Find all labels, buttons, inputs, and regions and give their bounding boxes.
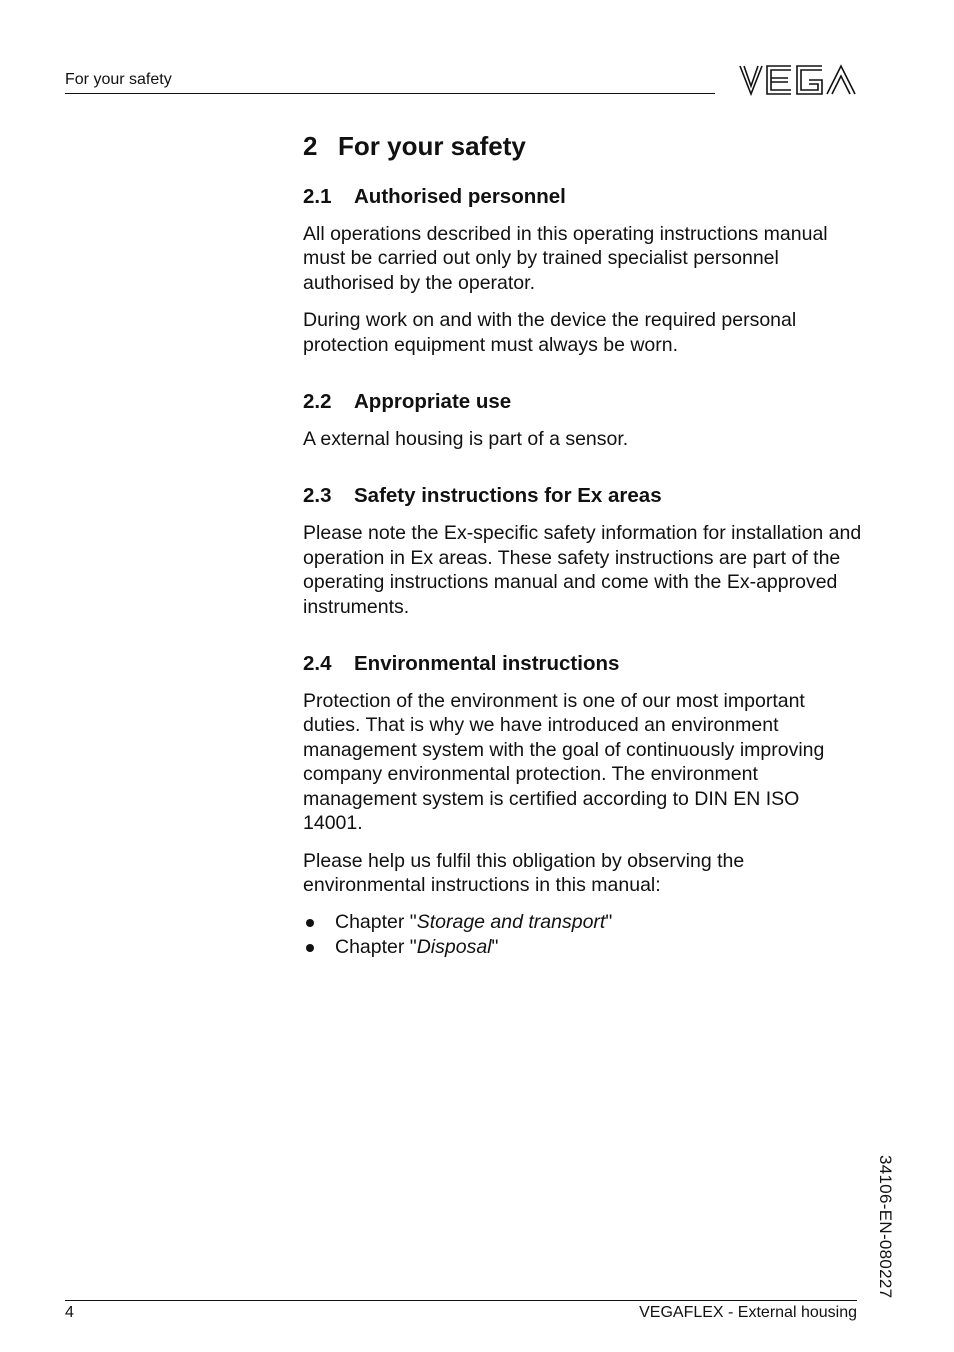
- chapter-reference: Storage and transport: [416, 911, 606, 934]
- list-item: [303, 910, 863, 934]
- footer-doc-title: VEGAFLEX - External housing: [639, 1304, 857, 1321]
- section-title: Environmental instructions: [354, 652, 620, 676]
- list-item-suffix: ": [605, 911, 613, 934]
- document-code: 34106-EN-080227: [876, 1155, 895, 1299]
- chapter-reference: Disposal: [416, 935, 492, 958]
- paragraph: During work on and with the device the required personal protection equipment must always be worn.: [303, 309, 797, 356]
- section-ex-areas: [303, 481, 863, 619]
- section-number: 2.2: [303, 390, 332, 414]
- footer-rule: [65, 1300, 857, 1301]
- list-item: [303, 935, 863, 959]
- section-heading: [303, 649, 863, 679]
- section-title: Safety instructions for Ex areas: [354, 484, 662, 508]
- chapter-number: 2: [303, 131, 318, 161]
- bullet-icon: [306, 919, 314, 927]
- vega-logo: [739, 64, 857, 96]
- paragraph: Protection of the environment is one of our most important duties. That is why we have introduced an environment management system with the goal of continuously improving company environmental protection. The environment management system is certified according to DIN EN ISO 14001.: [303, 690, 825, 835]
- chapter-reference-list: [303, 910, 863, 959]
- list-item-prefix: Chapter ": [335, 911, 417, 934]
- bullet-icon: [306, 944, 314, 952]
- page-content: [303, 126, 863, 989]
- section-number: 2.1: [303, 185, 332, 208]
- paragraph: All operations described in this operating instructions manual must be carried out only by trained specialist personnel authorised by the operator.: [303, 223, 828, 294]
- header-rule: [65, 93, 715, 94]
- paragraph: A external housing is part of a sensor.: [303, 428, 629, 451]
- section-number: 2.4: [303, 652, 332, 676]
- section-heading: [303, 387, 863, 417]
- page-number: 4: [65, 1304, 74, 1321]
- list-item-prefix: Chapter ": [335, 935, 417, 958]
- section-authorised-personnel: [303, 182, 863, 357]
- section-environmental-instructions: [303, 649, 863, 959]
- section-heading: [303, 481, 863, 511]
- chapter-heading: [303, 126, 863, 166]
- section-title: Appropriate use: [354, 390, 512, 414]
- paragraph: Please help us fulfil this obligation by observing the environmental instructions in this manual:: [303, 849, 745, 896]
- running-head-title: For your safety: [65, 71, 172, 88]
- section-number: 2.3: [303, 484, 332, 508]
- section-title: Authorised personnel: [354, 185, 566, 208]
- chapter-title: For your safety: [338, 131, 526, 161]
- section-appropriate-use: [303, 387, 863, 451]
- paragraph: Please note the Ex-specific safety information for installation and operation in Ex areas. These safety instructions are part of the operating instructions manual and come with the Ex-approved instruments.: [303, 522, 862, 618]
- section-heading: [303, 182, 863, 212]
- list-item-suffix: ": [491, 935, 499, 958]
